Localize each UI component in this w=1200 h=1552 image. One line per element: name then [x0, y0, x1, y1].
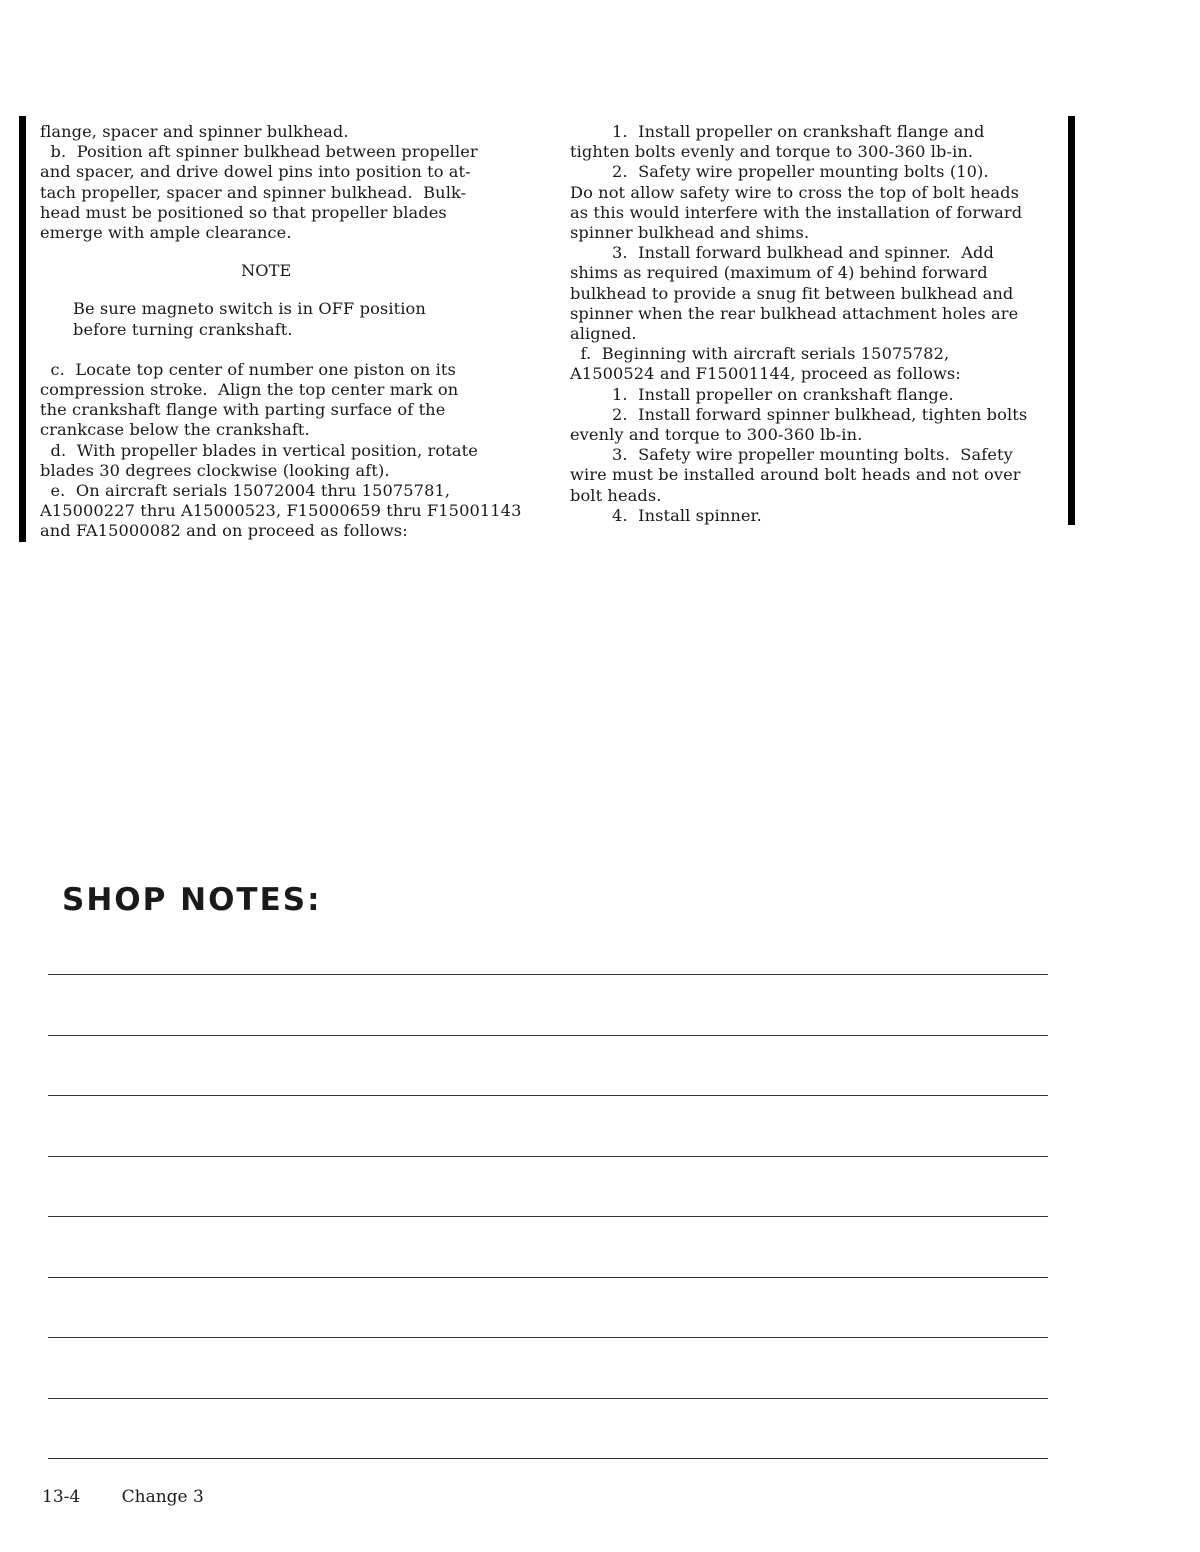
text-line: blades 30 degrees clockwise (looking aft). — [40, 460, 390, 480]
text-line: 3. Install forward bulkhead and spinner. Add — [570, 243, 994, 263]
text-line: Do not allow safety wire to cross the top of bolt heads — [570, 182, 1020, 202]
shop-notes-heading: SHOP NOTES: — [62, 882, 322, 918]
shop-notes-line — [48, 1216, 1048, 1217]
change-label: Change 3 — [121, 1487, 204, 1507]
shop-notes-line — [48, 1277, 1048, 1278]
text-line: e. On aircraft serials 15072004 thru 15075781, — [40, 481, 451, 501]
text-line: emerge with ample clearance. — [40, 223, 292, 243]
text-line: shims as required (maximum of 4) behind forward — [570, 263, 988, 283]
change-bar-left — [19, 116, 26, 542]
text-line: Be sure magneto switch is in OFF position — [73, 299, 426, 319]
text-line: f. Beginning with aircraft serials 15075782, — [570, 344, 950, 364]
right-column — [570, 122, 1062, 526]
text-line: bolt heads. — [570, 485, 662, 505]
left-column — [40, 122, 532, 542]
text-line: tach propeller, spacer and spinner bulkhead. Bulk- — [40, 182, 467, 202]
text-line: before turning crankshaft. — [73, 319, 293, 339]
page-number: 13-4 — [42, 1487, 81, 1507]
text-line: c. Locate top center of number one piston on its — [40, 359, 456, 379]
text-line: compression stroke. Align the top center mark on — [40, 380, 459, 400]
shop-notes-line — [48, 1035, 1048, 1036]
text-line: 2. Safety wire propeller mounting bolts (10). — [570, 162, 989, 182]
note-body — [40, 299, 532, 339]
text-line: and FA15000082 and on proceed as follows: — [40, 521, 408, 541]
shop-notes-line — [48, 1458, 1048, 1459]
shop-notes-line — [48, 1156, 1048, 1157]
shop-notes-line — [48, 974, 1048, 975]
text-line: wire must be installed around bolt heads and not over — [570, 465, 1021, 485]
shop-notes-line — [48, 1095, 1048, 1096]
text-line: spinner when the rear bulkhead attachment holes are — [570, 303, 1019, 323]
note-heading: NOTE — [241, 261, 292, 281]
text-line: d. With propeller blades in vertical position, rotate — [40, 440, 478, 460]
left-paragraph-b — [40, 360, 532, 542]
text-line: 1. Install propeller on crankshaft flange and — [570, 122, 985, 141]
text-line: the crankshaft flange with parting surface of the — [40, 400, 446, 420]
text-line: flange, spacer and spinner bulkhead. — [40, 122, 349, 141]
text-line: and spacer, and drive dowel pins into position to at- — [40, 162, 471, 182]
left-paragraph-a — [40, 122, 532, 243]
text-line: A15000227 thru A15000523, F15000659 thru F15001143 — [40, 501, 522, 521]
text-line: head must be positioned so that propeller blades — [40, 202, 447, 222]
change-bar-right — [1068, 116, 1075, 525]
text-line: as this would interfere with the installation of forward — [570, 202, 1023, 222]
shop-notes-line — [48, 1337, 1048, 1338]
text-line: aligned. — [570, 324, 637, 344]
text-line: b. Position aft spinner bulkhead between propeller — [40, 142, 478, 162]
text-line: crankcase below the crankshaft. — [40, 420, 310, 440]
text-line: bulkhead to provide a snug fit between bulkhead and — [570, 283, 1014, 303]
text-line: 3. Safety wire propeller mounting bolts. Safety — [570, 445, 1013, 465]
page-footer — [42, 1487, 204, 1507]
text-line: evenly and torque to 300-360 lb-in. — [570, 425, 863, 445]
text-line: 4. Install spinner. — [570, 505, 762, 525]
text-line: tighten bolts evenly and torque to 300-360 lb-in. — [570, 142, 974, 162]
text-line: 2. Install forward spinner bulkhead, tighten bolts — [570, 404, 1028, 424]
shop-notes-line — [48, 1398, 1048, 1399]
text-line: spinner bulkhead and shims. — [570, 223, 810, 243]
text-line: 1. Install propeller on crankshaft flange. — [570, 384, 954, 404]
text-line: A1500524 and F15001144, proceed as follows: — [570, 364, 961, 384]
